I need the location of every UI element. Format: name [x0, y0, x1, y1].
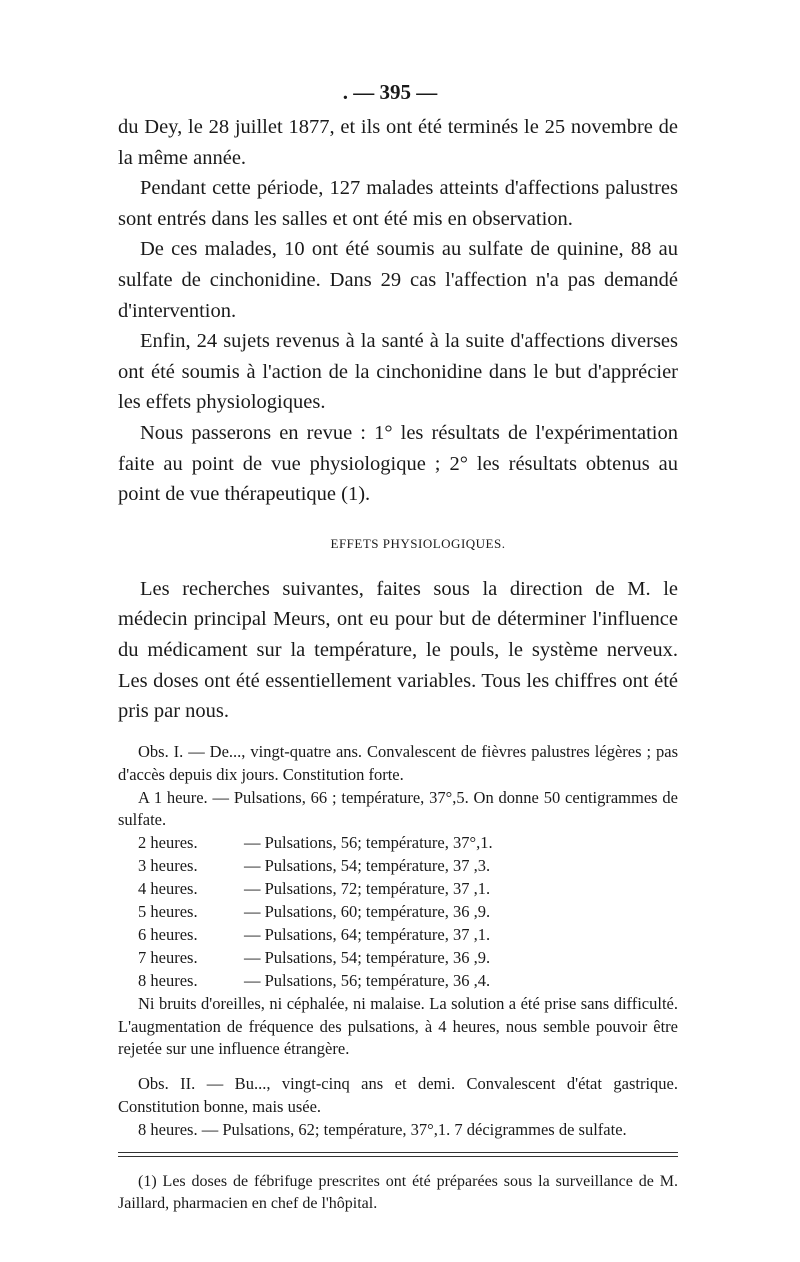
paragraph-subjects: Enfin, 24 sujets revenus à la santé à la suite d'affections diverses ont été soumis à l'action de la cinchonidine dans le but d'apprécier les effets physiologiques. [118, 330, 678, 414]
observation-row [118, 924, 678, 947]
row-time: 8 heures. [138, 970, 198, 990]
observation-row [118, 878, 678, 901]
observation-2-reading: 8 heures. — Pulsations, 62; température, 37°,1. 7 décigrammes de sulfate. [138, 1120, 627, 1140]
observation-1-first-reading: A 1 heure. — Pulsations, 66 ; température, 37°,5. On donne 50 centigrammes de sulfate. [118, 787, 678, 830]
row-time: 7 heures. [138, 947, 198, 967]
footnote: (1) Les doses de fébrifuge prescrites ont été préparées sous la surveillance de M. Jaillard, pharmacien en chef de l'hôpital. [118, 1173, 678, 1213]
row-time: 4 heures. [138, 879, 198, 899]
observation-row [118, 855, 678, 878]
observation-row [118, 970, 678, 993]
observation-1-note: Ni bruits d'oreilles, ni céphalée, ni malaise. La solution a été prise sans difficulté. L'augmentation de fréquence des pulsations, à 4 heures, nous semble pouvoir être rejetée sur une influence étrangère. [118, 993, 678, 1059]
row-time: 3 heures. [138, 856, 198, 876]
paragraph-continuation: du Dey, le 28 juillet 1877, et ils ont été terminés le 25 novembre de la même année. [118, 116, 678, 169]
row-data: — Pulsations, 64; température, 37 ,1. [244, 924, 491, 944]
page-number: . — 395 — [342, 80, 438, 104]
row-data: — Pulsations, 56; température, 37°,1. [244, 833, 493, 853]
row-time: 2 heures. [138, 833, 198, 853]
section-heading: EFFETS PHYSIOLOGIQUES. [330, 535, 506, 551]
paragraph-treatment: De ces malades, 10 ont été soumis au sulfate de quinine, 88 au sulfate de cinchonidine. Dans 29 cas l'affection n'a pas demandé d'intervention. [118, 238, 678, 322]
paragraph-intro: Les recherches suivantes, faites sous la direction de M. le médecin principal Meurs, ont eu pour but de déterminer l'influence du médicament sur la température, le pouls, le système nerveux. Les doses ont été essentiellement variables. Tous les chiffres ont été pris par nous. [118, 577, 678, 723]
row-time: 6 heures. [138, 924, 198, 944]
row-data: — Pulsations, 54; température, 37 ,3. [244, 856, 491, 876]
observation-row [118, 947, 678, 970]
row-data: — Pulsations, 60; température, 36 ,9. [244, 902, 491, 922]
footnote-rule [118, 1152, 678, 1153]
row-data: — Pulsations, 56; température, 36 ,4. [244, 970, 491, 990]
row-time: 5 heures. [138, 902, 198, 922]
paragraph-period: Pendant cette période, 127 malades atteints d'affections palustres sont entrés dans les salles et ont été mis en observation. [118, 177, 678, 230]
row-data: — Pulsations, 54; température, 36 ,9. [244, 947, 491, 967]
page-body [118, 112, 678, 1215]
observation-1-header: Obs. I. — De..., vingt-quatre ans. Convalescent de fièvres palustres légères ; pas d'accès depuis dix jours. Constitution forte. [118, 741, 678, 784]
observation-row [118, 832, 678, 855]
observation-2-header: Obs. II. — Bu..., vingt-cinq ans et demi. Convalescent d'état gastrique. Constitution bonne, mais usée. [118, 1074, 678, 1117]
row-data: — Pulsations, 72; température, 37 ,1. [244, 879, 491, 899]
footnote-rule-second [118, 1156, 678, 1157]
paragraph-review: Nous passerons en revue : 1° les résultats de l'expérimentation faite au point de vue physiologique ; 2° les résultats obtenus au point de vue thérapeutique (1). [118, 421, 678, 506]
observation-row [118, 901, 678, 924]
